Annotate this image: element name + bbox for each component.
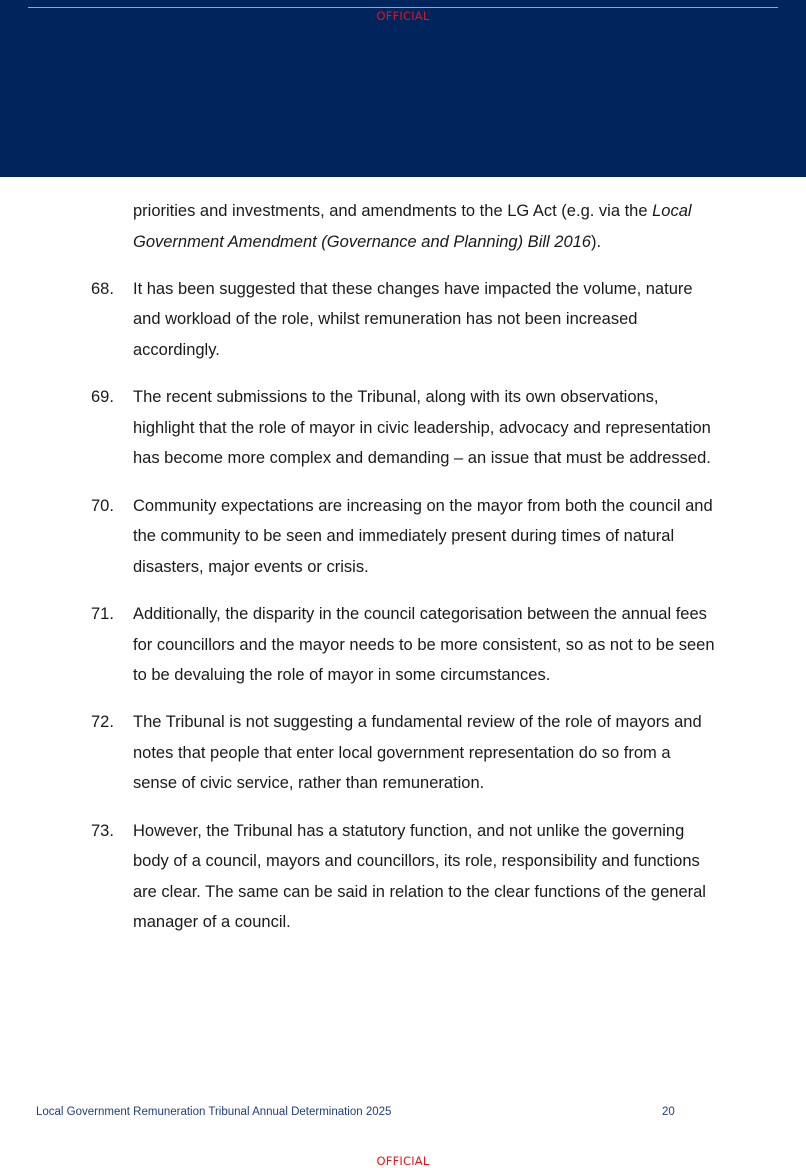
paragraph-number: 72. [91,713,114,732]
paragraph-72 [0,707,718,799]
paragraph-text: Community expectations are increasing on the mayor from both the council and the community to be seen and immediately present during times of natural disasters, major events or crisis. [133,496,713,576]
paragraph-text: However, the Tribunal has a statutory function, and not unlike the governing body of a council, mayors and councillors, its role, responsibility and functions are clear. The same can be said in relation to the clear functions of the general manager of a council. [133,821,706,932]
paragraph-68 [0,274,718,366]
paragraph-text: The Tribunal is not suggesting a fundamental review of the role of mayors and notes that people that enter local government representation do so from a sense of civic service, rather than remuneration. [133,713,702,793]
paragraph-text: It has been suggested that these changes have impacted the volume, nature and workload of the role, whilst remuneration has not been increased accordingly. [133,279,693,359]
paragraph-71 [0,599,718,691]
header-rule [28,7,778,8]
header-band [0,0,806,177]
paragraph-number: 73. [91,821,114,840]
paragraph-number: 69. [91,388,114,407]
footer-document-title: Local Government Remuneration Tribunal Annual Determination 2025 [36,1106,392,1118]
paragraph-number: 71. [91,604,114,623]
paragraph-continuation [0,196,718,257]
document-body [0,196,806,955]
paragraph-69 [0,382,718,474]
footer-page-number: 20 [662,1106,675,1118]
paragraph-70 [0,491,718,583]
classification-label-bottom: OFFICIAL [376,1154,430,1168]
paragraph-text: The recent submissions to the Tribunal, along with its own observations, highlight that the role of mayor in civic leadership, advocacy and representation has become more complex and demanding – an issue that must be addressed. [133,388,711,468]
paragraph-number: 70. [91,496,114,515]
paragraph-number: 68. [91,279,114,298]
paragraph-73 [0,816,718,938]
classification-label-top: OFFICIAL [376,9,430,23]
paragraph-text: Additionally, the disparity in the council categorisation between the annual fees for councillors and the mayor needs to be more consistent, so as not to be seen to be devaluing the role of mayor in some circumstances. [133,604,715,685]
paragraph-text: priorities and investments, and amendments to the LG Act (e.g. via the [133,202,653,220]
paragraph-text-end: ). [590,232,602,251]
bill-title: Local Government Amendment (Governance and Planning) Bill 2016 [133,202,692,251]
